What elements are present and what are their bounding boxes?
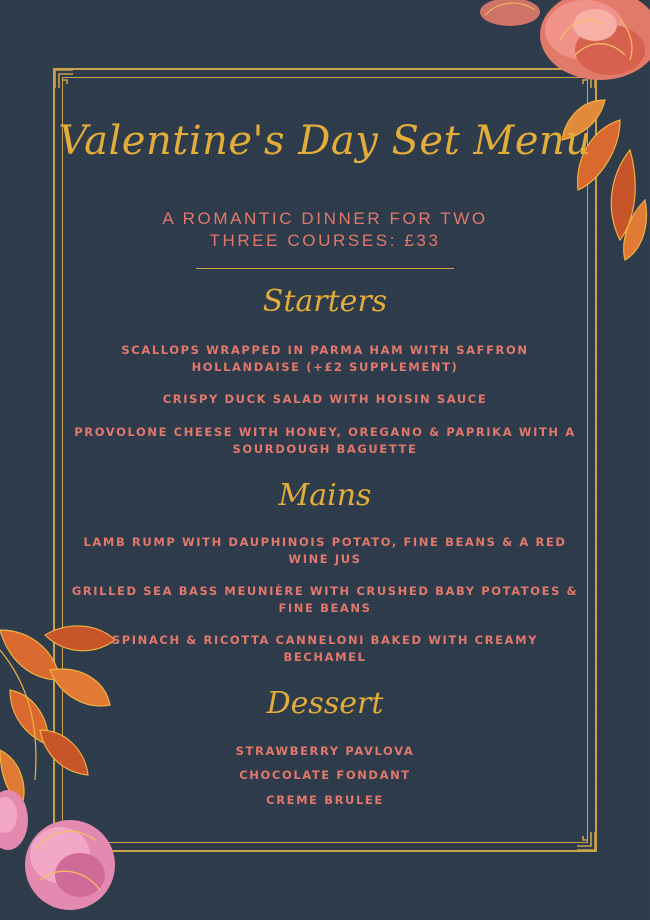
- corner-ornament-bottom-right: [575, 830, 597, 852]
- corner-ornament-top-left: [53, 68, 75, 90]
- dessert-item-3: CREME BRULEE: [266, 793, 384, 807]
- main-item-2: GRILLED SEA BASS MEUNIÈRE WITH CRUSHED BABY POTATOES & FINE BEANS: [71, 584, 579, 615]
- starter-item-3: PROVOLONE CHEESE WITH HONEY, OREGANO & PAPRIKA WITH A SOURDOUGH BAGUETTE: [74, 425, 576, 456]
- peony-icon: [480, 0, 650, 80]
- subtitle-line-2: THREE COURSES: £33: [209, 231, 441, 250]
- dessert-item-2: CHOCOLATE FONDANT: [239, 768, 411, 782]
- dessert-item-1: STRAWBERRY PAVLOVA: [235, 744, 415, 758]
- main-item-1: LAMB RUMP WITH DAUPHINOIS POTATO, FINE BEANS & A RED WINE JUS: [83, 535, 567, 566]
- main-item-3: SPINACH & RICOTTA CANNELONI BAKED WITH CREAMY BECHAMEL: [111, 633, 539, 664]
- section-heading-dessert: Dessert: [266, 686, 384, 721]
- section-heading-mains: Mains: [278, 478, 372, 513]
- menu-title: Valentine's Day Set Menu: [58, 118, 592, 164]
- section-heading-starters: Starters: [262, 284, 388, 319]
- divider-line: [196, 268, 454, 269]
- subtitle-line-1: A ROMANTIC DINNER FOR TWO: [162, 209, 488, 228]
- starter-item-1: SCALLOPS WRAPPED IN PARMA HAM WITH SAFFRON HOLLANDAISE (+£2 SUPPLEMENT): [121, 343, 529, 374]
- starter-item-2: CRISPY DUCK SALAD WITH HOISIN SAUCE: [162, 392, 488, 406]
